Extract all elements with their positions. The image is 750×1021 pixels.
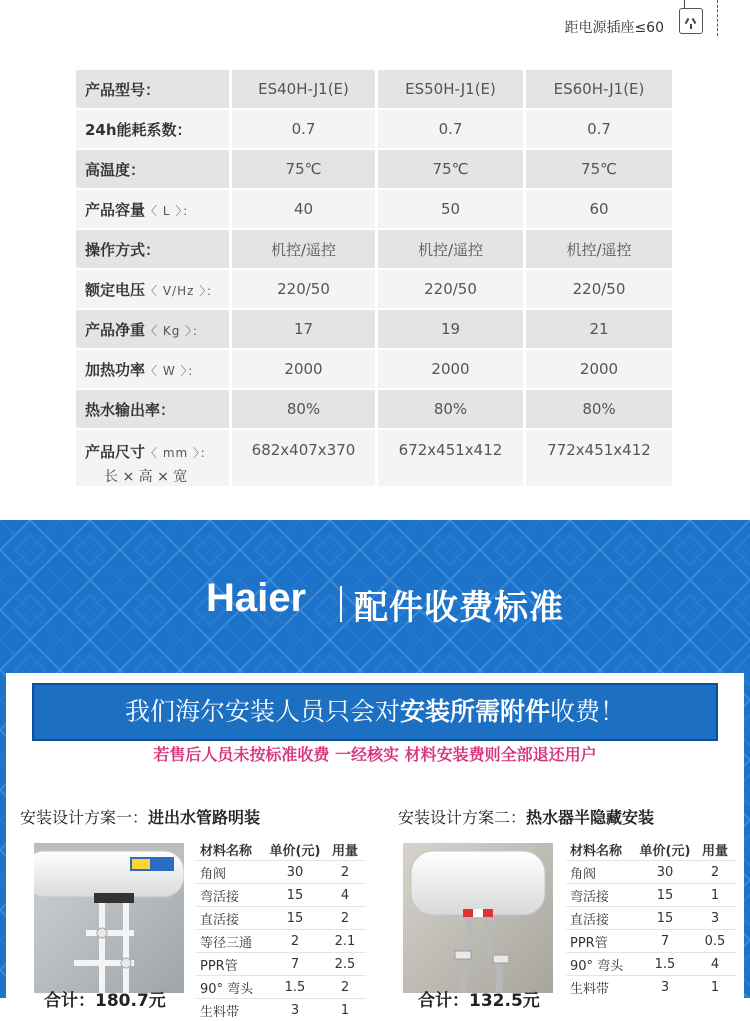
material-header-row [196,838,366,860]
spec-label: 24h能耗系数： [85,120,192,139]
spec-value: 机控/遥控 [526,230,672,270]
plan2-photo [403,843,553,993]
spec-value: 0.7 [526,110,672,150]
plan1-title-bold: 进出水管路明装 [148,808,261,827]
spec-row [76,430,672,488]
spec-label-line [85,239,160,260]
material-cell: 弯活接 [200,889,240,905]
material-cell: 2 [290,933,300,949]
spec-label: 产品尺寸 [85,443,146,461]
spec-unit: 〈 mm 〉： [145,446,214,460]
material-cell: 3 [710,910,720,926]
socket-distance-hint [0,0,750,60]
material-header-cell: 用量 [331,843,358,859]
spec-value: 80% [232,390,378,430]
spec-value: 0.7 [378,110,526,150]
spec-label: 产品型号： [85,80,161,99]
plan2-title-pre: 安装设计方案二： [398,808,527,827]
spec-label-line [85,159,145,180]
spec-label-cell [76,150,232,190]
notice-text-bold: 安装所需附件 [399,697,550,726]
spec-unit: 〈 L 〉： [145,203,196,218]
spec-value: 772x451x412 [526,430,672,488]
spec-label-line [85,319,205,340]
spec-value: 21 [526,310,672,350]
spec-value: 220/50 [526,270,672,310]
material-cell: 3 [660,979,670,995]
spec-row [76,230,672,270]
plan1-total: 合计：180.7元 [44,991,166,1011]
spec-label-cell [76,350,232,390]
material-cell: 2 [710,864,720,880]
material-cell: 直活接 [570,912,610,928]
material-cell: 2 [340,864,350,880]
spec-label-line [85,279,219,300]
material-cell: 2.1 [334,933,356,949]
material-row [566,860,736,883]
spec-label-cell [76,390,232,430]
material-row [566,952,736,975]
spec-label-line [85,119,192,140]
spec-label-line [85,199,195,220]
material-cell: 15 [286,887,304,903]
material-cell: 3 [290,1002,300,1018]
plan2-title-bold: 热水器半隐藏安装 [526,808,655,827]
spec-label-cell [76,310,232,350]
spec-label-cell [76,70,232,110]
spec-value: 2000 [526,350,672,390]
spec-label-line [85,441,213,462]
material-cell: 生料带 [570,981,610,997]
material-row [566,975,736,998]
plan2-total: 合计：132.5元 [418,991,540,1011]
spec-value: 2000 [232,350,378,390]
spec-label: 产品容量 [85,200,146,219]
notice-box [32,683,718,741]
material-cell: 30 [286,864,304,880]
spec-value: 220/50 [378,270,526,310]
spec-row [76,270,672,310]
material-header-cell: 材料名称 [570,843,623,859]
material-cell: 15 [656,887,674,903]
material-cell: 生料带 [200,1004,240,1020]
spec-row [76,70,672,110]
spec-value: ES60H-J1(E) [526,70,672,110]
spec-value: 220/50 [232,270,378,310]
spec-value: 682x407x370 [232,430,378,488]
spec-value: 50 [378,190,526,230]
spec-value: 40 [232,190,378,230]
material-cell: PPR管 [570,935,608,951]
spec-value: 17 [232,310,378,350]
notice-text-post: 收费！ [550,697,626,726]
spec-value: 75℃ [378,150,526,190]
socket-icon [679,8,703,34]
spec-value: 80% [378,390,526,430]
plan2-title [398,805,654,828]
material-cell: 30 [656,864,674,880]
plan2-material-table [566,838,736,998]
spec-row [76,190,672,230]
dashed-line [717,0,719,36]
spec-label: 额定电压 [85,280,146,299]
material-cell: 90° 弯头 [570,958,624,974]
material-cell: 角阀 [570,866,597,882]
spec-value: 2000 [378,350,526,390]
material-cell: 角阀 [200,866,227,882]
material-cell: 4 [340,887,350,903]
material-row [196,998,366,1021]
title-separator [340,586,342,622]
spec-table [76,70,672,488]
wire-line [684,0,685,8]
spec-label: 高温度： [85,160,146,179]
material-cell: 7 [290,956,300,972]
spec-value: 机控/遥控 [378,230,526,270]
material-row [566,883,736,906]
material-row [196,906,366,929]
spec-value: 60 [526,190,672,230]
spec-value: ES50H-J1(E) [378,70,526,110]
spec-unit: 〈 Kg 〉： [145,323,206,338]
spec-value: 75℃ [526,150,672,190]
material-cell: 弯活接 [570,889,610,905]
spec-row [76,110,672,150]
material-cell: 1.5 [284,979,306,995]
spec-label-line [85,359,201,380]
spec-label-cell [76,110,232,150]
material-cell: 7 [660,933,670,949]
spec-label: 产品净重 [85,320,146,339]
spec-value: 机控/遥控 [232,230,378,270]
spec-row [76,310,672,350]
material-header-cell: 材料名称 [200,843,253,859]
material-header-cell: 单价(元) [269,843,321,859]
spec-label-line [85,399,175,420]
spec-sub-label: 长 × 高 × 宽 [104,469,188,485]
material-cell: 15 [656,910,674,926]
refund-warning: 若售后人员未按标准收费 一经核实 材料安装费则全部退还用户 [153,745,597,764]
material-cell: 2 [340,910,350,926]
plan1-title [20,805,260,828]
spec-row [76,150,672,190]
material-cell: 15 [286,910,304,926]
material-cell: 90° 弯头 [200,981,254,997]
haier-logo: Haier [206,576,307,620]
spec-value: 19 [378,310,526,350]
spec-row [76,350,672,390]
socket-distance-text: 距电源插座≤60 [564,20,664,36]
material-cell: 2 [340,979,350,995]
notice-text-pre: 我们海尔安装人员只会对 [124,697,400,726]
material-row [566,929,736,952]
spec-label-line [85,79,160,100]
spec-value: 0.7 [232,110,378,150]
material-cell: 0.5 [704,933,726,949]
notice-text [32,683,718,741]
material-cell: 1 [340,1002,350,1018]
material-header-row [566,838,736,860]
material-row [196,929,366,952]
spec-label-cell [76,190,232,230]
plan1-material-table [196,838,366,1021]
material-row [196,975,366,998]
spec-label: 加热功率 [85,360,146,379]
spec-value: 672x451x412 [378,430,526,488]
material-cell: PPR管 [200,958,238,974]
banner-title: 配件收费标准 [354,588,564,628]
material-row [196,860,366,883]
material-cell: 1 [710,979,720,995]
material-header-cell: 用量 [701,843,728,859]
material-cell: 1.5 [654,956,676,972]
material-header-cell: 单价(元) [639,843,691,859]
material-cell: 4 [710,956,720,972]
spec-value: 75℃ [232,150,378,190]
plan1-photo [34,843,184,993]
spec-value: ES40H-J1(E) [232,70,378,110]
spec-value: 80% [526,390,672,430]
spec-label-cell [76,230,232,270]
spec-unit: 〈 V/Hz 〉： [145,283,220,298]
spec-label: 热水输出率： [85,400,176,419]
material-row [196,952,366,975]
material-row [566,906,736,929]
spec-unit: 〈 W 〉： [145,363,201,378]
spec-label: 操作方式： [85,240,161,259]
material-cell: 2.5 [334,956,356,972]
plan1-title-pre: 安装设计方案一： [20,808,149,827]
spec-row [76,390,672,430]
spec-label-cell [76,270,232,310]
material-cell: 1 [710,887,720,903]
material-cell: 等径三通 [200,935,253,951]
material-row [196,883,366,906]
spec-label-cell [76,430,232,488]
material-cell: 直活接 [200,912,240,928]
